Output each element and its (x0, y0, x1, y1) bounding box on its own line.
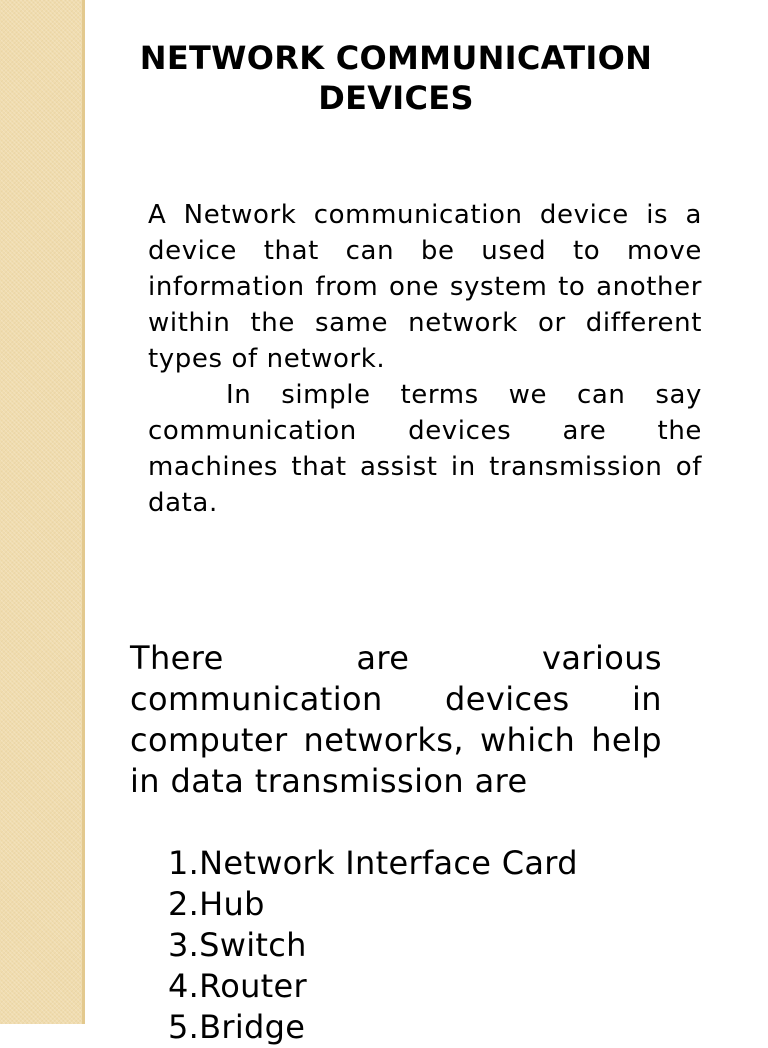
page-title-line-2: DEVICES (318, 79, 474, 117)
device-list-item: 5.Bridge (168, 1008, 306, 1046)
device-list-item: 3.Switch (168, 926, 307, 964)
decorative-side-stripe (0, 0, 82, 1024)
devices-lead-paragraph: There are various communication devices in computer networks, which help in data transmission are (130, 639, 662, 800)
page-title (100, 38, 692, 118)
side-stripe-edge (82, 0, 85, 1024)
device-list (168, 843, 578, 1048)
intro-paragraph-definition: A Network communication device is a device that can be used to move information from one system to another within the same network or different types of network. (148, 200, 702, 374)
intro-paragraph-simple-terms: In simple terms we can say communication devices are the machines that assist in transmission of data. (148, 380, 702, 518)
intro-section (148, 197, 702, 521)
page-title-line-1: NETWORK COMMUNICATION (139, 39, 653, 77)
device-list-item: 4.Router (168, 967, 307, 1005)
device-list-item: 1.Network Interface Card (168, 844, 578, 882)
device-list-item: 2.Hub (168, 885, 265, 923)
